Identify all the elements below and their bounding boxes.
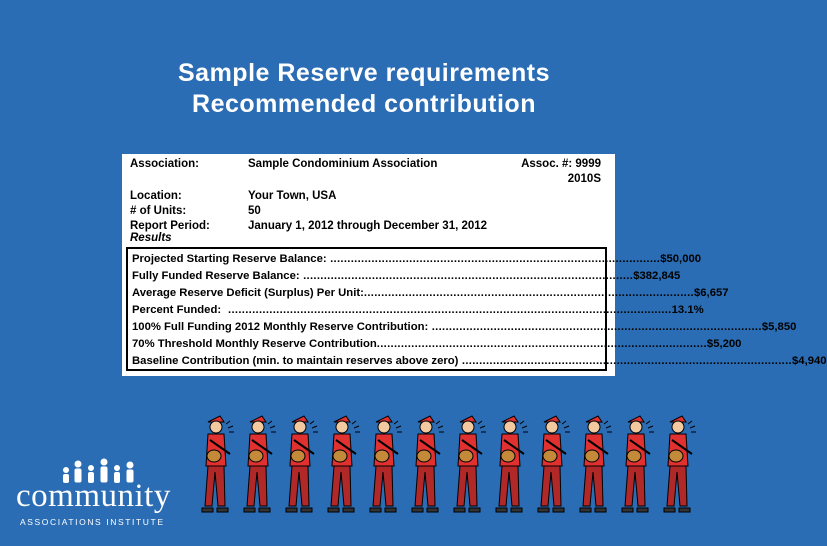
period-value: January 1, 2012 through December 31, 2012 bbox=[248, 220, 488, 232]
guitar-player-icon bbox=[494, 410, 534, 520]
result-value: $5,850 bbox=[761, 321, 797, 333]
leader-dots: ................................................................................................ bbox=[458, 355, 792, 367]
result-row bbox=[132, 251, 702, 267]
leader-dots: ................................................................................................ bbox=[428, 321, 762, 333]
guitar-player-icon bbox=[284, 410, 324, 520]
result-label: Baseline Contribution (min. to maintain reserves above zero) bbox=[132, 355, 459, 367]
leader-dots: ................................................................................................................................. bbox=[221, 304, 672, 316]
guitar-player-icon bbox=[200, 410, 240, 520]
result-label: Average Reserve Deficit (Surplus) Per Unit: bbox=[132, 287, 364, 299]
leader-dots: ................................................................................................ bbox=[299, 270, 634, 282]
guitar-player-icon bbox=[662, 410, 702, 520]
results-label: Results bbox=[130, 232, 172, 244]
association-label: Association: bbox=[130, 158, 200, 170]
result-label: 70% Threshold Monthly Reserve Contribution bbox=[132, 338, 377, 350]
period-label: Report Period: bbox=[130, 220, 210, 232]
guitar-player-icon bbox=[536, 410, 576, 520]
result-row bbox=[132, 268, 681, 284]
leader-dots: ................................................................................................ bbox=[326, 253, 661, 265]
guitar-player-icon bbox=[578, 410, 618, 520]
result-value: $382,845 bbox=[633, 270, 681, 282]
result-value: $4,940 bbox=[792, 355, 827, 367]
title-line-2: Recommended contribution bbox=[192, 90, 536, 118]
slide-title bbox=[0, 58, 728, 120]
cai-logo bbox=[14, 456, 194, 536]
title-line-1: Sample Reserve requirements bbox=[177, 59, 550, 87]
result-row bbox=[132, 336, 742, 352]
result-label: 100% Full Funding 2012 Monthly Reserve Contribution: bbox=[132, 321, 429, 333]
result-row bbox=[132, 285, 729, 301]
location-value: Your Town, USA bbox=[248, 190, 337, 202]
results-box bbox=[126, 247, 827, 371]
result-row bbox=[132, 319, 797, 335]
guitar-player-row bbox=[200, 410, 728, 525]
units-label: # of Units: bbox=[130, 205, 187, 217]
leader-dots: ................................................................................................ bbox=[376, 338, 707, 350]
location-label: Location: bbox=[130, 190, 182, 202]
result-row bbox=[132, 353, 827, 369]
guitar-player-icon bbox=[452, 410, 492, 520]
association-value: Sample Condominium Association bbox=[248, 158, 438, 170]
leader-dots: ................................................................................................ bbox=[363, 287, 694, 299]
assoc-number-suffix: 2010S bbox=[567, 173, 601, 185]
guitar-player-icon bbox=[368, 410, 408, 520]
guitar-player-icon bbox=[620, 410, 660, 520]
result-label: Projected Starting Reserve Balance: bbox=[132, 253, 327, 265]
result-value: $6,657 bbox=[693, 287, 729, 299]
guitar-player-icon bbox=[410, 410, 450, 520]
units-value: 50 bbox=[248, 205, 261, 217]
assoc-number: Assoc. #: 9999 bbox=[521, 158, 601, 170]
result-row bbox=[132, 302, 704, 318]
result-label: Fully Funded Reserve Balance: bbox=[132, 270, 300, 282]
result-label: Percent Funded: bbox=[132, 304, 222, 316]
result-value: 13.1% bbox=[671, 304, 704, 316]
result-value: $50,000 bbox=[660, 253, 702, 265]
reserve-report-excerpt bbox=[122, 154, 827, 376]
guitar-player-icon bbox=[242, 410, 282, 520]
logo-wordmark: community bbox=[16, 478, 171, 514]
guitar-player-icon bbox=[326, 410, 366, 520]
logo-subtitle: ASSOCIATIONS INSTITUTE bbox=[20, 517, 165, 527]
result-value: $5,200 bbox=[706, 338, 742, 350]
